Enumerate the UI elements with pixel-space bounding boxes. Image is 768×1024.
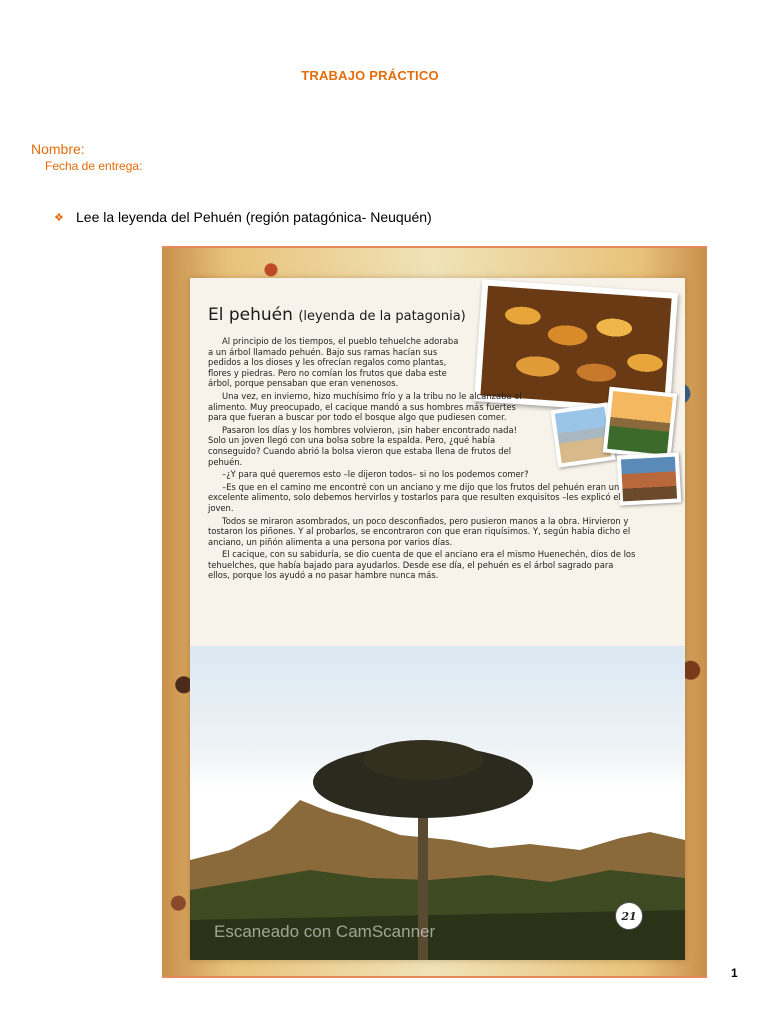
story-title — [208, 305, 466, 325]
due-date-label: Fecha de entrega: — [45, 159, 143, 173]
document-title: TRABAJO PRÁCTICO — [301, 68, 439, 83]
story-paragraph: El cacique, con su sabiduría, se dio cuenta de que el anciano era el mismo Huenechén, dios de los tehuelches, que había bajado para ayudarlos. Desde ese día, el pehuén es el árbol sagrado para ellos, porque los ayudó a no pasar hambre nunca más. — [208, 549, 636, 581]
instruction-text: Lee la leyenda del Pehuén (región patagónica- Neuquén) — [76, 209, 432, 225]
textbook-page-number: 21 — [615, 902, 643, 930]
story-paragraph: –Es que en el camino me encontré con un anciano y me dijo que los frutos del pehuén eran un excelente alimento, solo debemos hervirlos y tostarlos para que resulten exquisitos –les explicó el joven. — [208, 481, 621, 513]
story-paragraph: Pasaron los días y los hombres volvieron, ¡sin haber encontrado nada! Solo un joven llegó con una bolsa sobre la espalda. Pero, ¿qué había conseguido? Cuando abrió la bolsa vieron que estaba llena de frutos del pehuén. — [208, 424, 517, 467]
story-subtitle: (leyenda de la patagonia) — [298, 309, 466, 324]
name-label: Nombre: — [31, 141, 85, 157]
footer-page-number: 1 — [731, 966, 738, 980]
scanned-textbook-page — [162, 246, 707, 978]
araucaria-landscape-photo — [190, 646, 685, 960]
scanner-watermark: Escaneado con CamScanner — [214, 922, 436, 941]
story-paragraph: Una vez, en invierno, hizo muchísimo frío y a la tribu no le alcanzaba el alimento. Muy preocupado, el cacique mandó a sus hombres más fuertes para que fueran a buscar por todo el bosque algo que pudiesen comer. — [208, 390, 522, 423]
story-paragraph: –¿Y para qué queremos esto –le dijeron todos– si no los podemos comer? — [222, 469, 529, 480]
story-title-main: El pehuén — [208, 305, 293, 325]
story-text — [208, 336, 638, 583]
story-paragraph: Al principio de los tiempos, el pueblo tehuelche adoraba a un árbol llamado pehuén. Bajo sus ramas hacían sus pedidos a los dioses y les ofrecían regalos como plantas, flores y piedras. Pero no comían los frutos que daba este árbol, porque pensaban que eran venenosos. — [208, 336, 459, 389]
instruction-item — [54, 209, 432, 225]
diamond-bullet-icon: ❖ — [54, 211, 64, 224]
story-paragraph: Todos se miraron asombrados, un poco desconfiados, pero pusieron manos a la obra. Hirvieron y tostaron los piñones. Y al probarlos, se encontraron con que eran riquísimos. Y, según había dicho el anciano, un piñón alimenta a una persona por varios días. — [208, 515, 631, 547]
